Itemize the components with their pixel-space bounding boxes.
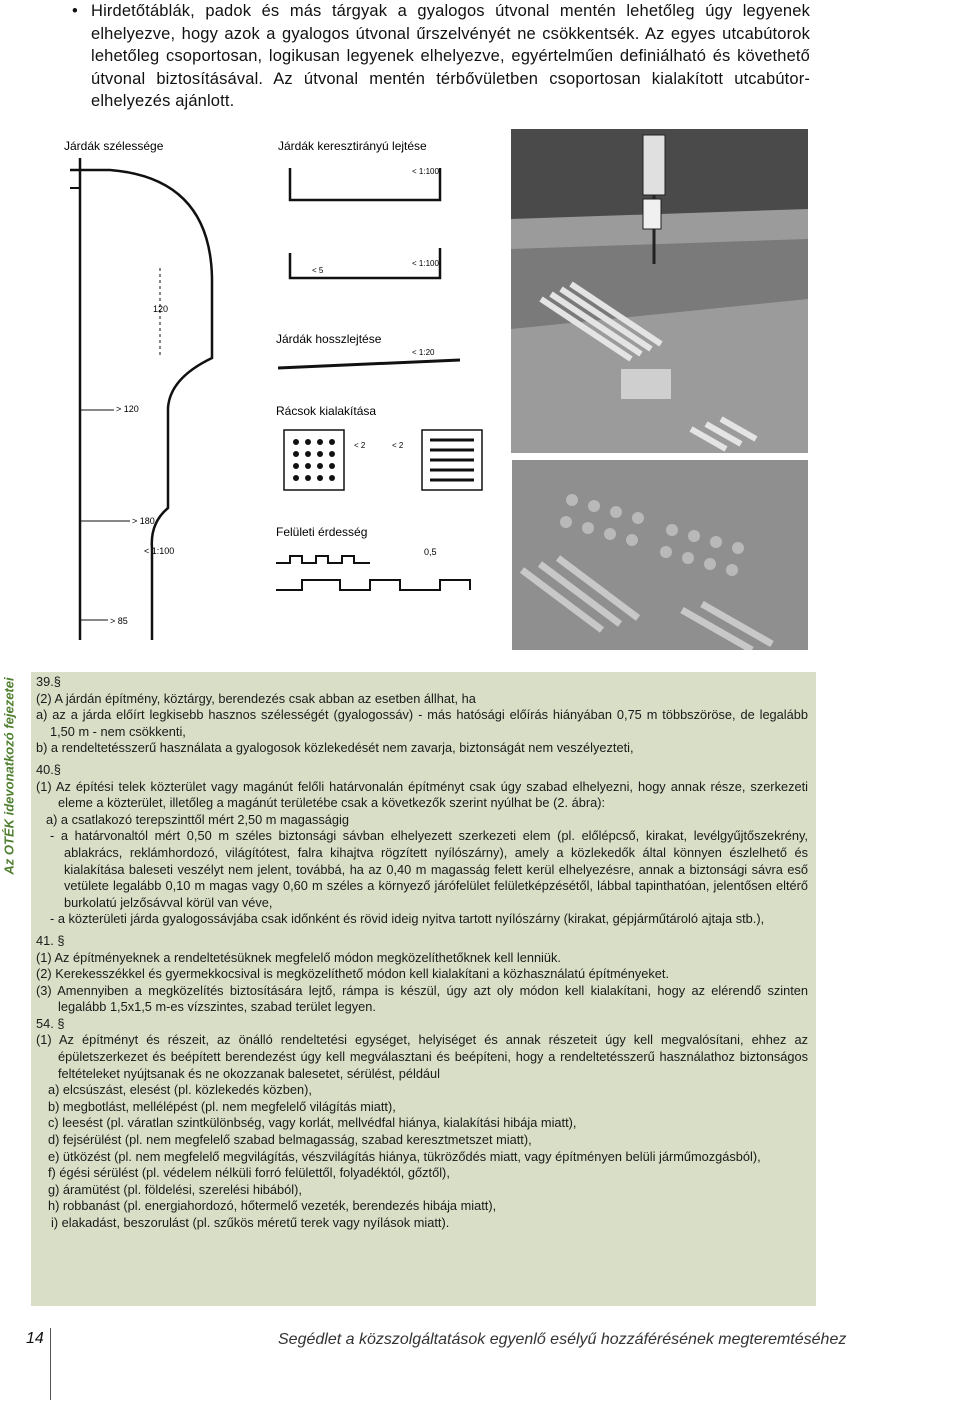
dim-gt-120: > 120 bbox=[116, 404, 139, 414]
long-slope: < 1:20 bbox=[412, 348, 435, 357]
section-41-paragraph-1: (1) Az építményeknek a rendeltetésüknek megfelelő módon megközelíthetőknek kell lenniük. bbox=[36, 949, 561, 965]
list-item: b) megbotlást, mellélépést (pl. nem megfelelő világítás miatt), bbox=[48, 1098, 396, 1114]
section-41-paragraph-2: (2) Kerekesszékkel és gyermekkocsival is megközelíthető módon kell kialakítani a közhasználatú építményeket. bbox=[36, 966, 670, 982]
side-chapter-label-text: Az OTÉK idevonatkozó fejezetei bbox=[1, 677, 17, 875]
surface-dim: 0,5 bbox=[424, 547, 437, 557]
side-chapter-label bbox=[0, 678, 21, 874]
footer-divider bbox=[50, 1328, 51, 1400]
section-54-paragraph-1: (1) Az építményt és részeit, az önálló rendeltetési egységet, helyiséget és annak részeteit úgy kell megvalósítani, ehhez az épületszerkezet és beépített berendezést úgy kell megválasztani és beépíteni, hogy a rendeltetésszerű használathoz biztonságos feltételeket nyújtsanak és ne okozzanak balesetet, sérülést, például bbox=[36, 1032, 808, 1081]
drawing-title-surface: Felületi érdesség bbox=[276, 525, 368, 539]
cross-slope-5: < 5 bbox=[312, 266, 324, 275]
drawing-title-width: Járdák szélessége bbox=[64, 139, 164, 153]
section-41-heading: 41. § bbox=[36, 932, 65, 948]
section-39-item-a: a) az a járda előírt legkisebb hasznos szélességét (gyalogossáv) - más hatósági előírás hiányában 0,75 m többszöröse, de legalább 1,50 m - nem csökkenti, bbox=[36, 707, 808, 739]
drawing-title-cross-slope: Járdák keresztirányú lejtése bbox=[278, 139, 427, 153]
drawing-title-grates: Rácsok kialakítása bbox=[276, 404, 377, 418]
list-item: d) fejsérülést (pl. nem megfelelő szabad belmagasság, szabad keresztmetszet miatt), bbox=[48, 1132, 532, 1148]
dim-gt-180: > 180 bbox=[132, 516, 155, 526]
section-40-heading: 40.§ bbox=[36, 761, 61, 777]
section-39-paragraph-2: (2) A járdán építmény, köztárgy, berendezés csak abban az esetben állhat, ha bbox=[36, 690, 476, 706]
intro-bullet: • Hirdetőtáblák, padok és más tárgyak a gyalogos útvonal mentén lehetőleg úgy legyenek elhelyezve, hogy azok a gyalogos útvonal űrszelvényét ne csökkentsék. Az egyes utcabútorok lehetőleg csoportosan, logikusan legyenek elhelyezve, egyértelműen definiálható és követhető útvonal biztosításával. Az útvonal mentén térbővületben csoportosan kialakított utcabútor-elhelyezés ajánlott. bbox=[72, 0, 810, 113]
footer-title: Segédlet a közszolgáltatások egyenlő esélyű hozzáférésének megteremtéséhez bbox=[278, 1331, 847, 1348]
page-number: 14 bbox=[26, 1330, 44, 1347]
grate-dim-b: < 2 bbox=[392, 441, 404, 450]
dim-lt-1-100: < 1:100 bbox=[144, 546, 175, 556]
section-54-heading: 54. § bbox=[36, 1015, 65, 1031]
section-40-dash-2: - a közterületi járda gyalogossávjába csak időnként és rövid ideig nyitva tartott nyílószárny (kirakat, gépjárműtároló ajtaja stb.), bbox=[50, 911, 765, 927]
list-item: i) elakadást, beszorulást (pl. szűkös méretű terek vagy nyílások miatt). bbox=[51, 1215, 450, 1230]
cross-slope-1: < 1:100 bbox=[412, 167, 439, 176]
list-item: g) áramütést (pl. földelési, szerelési hibából), bbox=[48, 1181, 302, 1197]
section-40-item-a: a) a csatlakozó terepszinttől mért 2,50 m magasságig bbox=[46, 811, 350, 827]
sidewalk-design-drawing bbox=[40, 128, 502, 640]
otek-legal-excerpt bbox=[31, 672, 816, 1306]
list-item: c) leesést (pl. váratlan szintkülönbség, vagy korlát, mellvédfal hiánya, kialakítási hibája miatt), bbox=[48, 1115, 577, 1131]
tactile-paving-closeup-photo bbox=[512, 460, 808, 650]
section-41-paragraph-3: (3) Amennyiben a megközelítés biztosítására lejtő, rámpa is készül, úgy azt oly módon kell kialakítani, hogy az elérendő szinten legalább 1,5x1,5 m-es vízszintes, szabad terület legyen. bbox=[36, 982, 808, 1015]
dim-120: 120 bbox=[153, 304, 169, 314]
section-39-item-b: b) a rendeltetésszerű használata a gyalogosok közlekedését nem zavarja, biztonságát nem veszélyezteti, bbox=[36, 740, 634, 756]
street-tactile-paving-photo bbox=[511, 129, 808, 453]
section-54-list bbox=[48, 1082, 808, 1231]
section-39-heading: 39.§ bbox=[36, 674, 61, 689]
intro-section bbox=[72, 0, 810, 113]
list-item: e) ütközést (pl. nem megfelelő megvilágítás, vészvilágítás hiánya, tükröződés miatt, vagy építményen belüli járműmozgásból), bbox=[48, 1148, 761, 1164]
section-40-paragraph-1: (1) Az építési telek közterület vagy magánút felőli határvonalán építményt csak úgy szabad elhelyezni, hogy annak része, szerkezeti eleme a közterület, illetőleg a magánút területébe csak a következők szerint nyúlhat be (2. ábra): bbox=[36, 778, 808, 811]
list-item: h) robbanást (pl. energiahordozó, hőtermelő vezeték, berendezés hibája miatt), bbox=[48, 1198, 497, 1214]
grate-dim-a: < 2 bbox=[354, 441, 366, 450]
list-item: f) égési sérülést (pl. védelem nélküli forró felülettől, folyadéktól, gőztől), bbox=[48, 1165, 450, 1181]
cross-slope-2: < 1:100 bbox=[412, 259, 439, 268]
drawing-title-long-slope: Járdák hosszlejtése bbox=[276, 332, 382, 346]
list-item: a) elcsúszást, elesést (pl. közlekedés közben), bbox=[48, 1082, 312, 1098]
dim-gt-85: > 85 bbox=[110, 616, 128, 626]
section-40-dash-1: - a határvonaltól mért 0,50 m széles biztonsági sávban elhelyezett szerkezeti elem (pl. előlépcső, kirakat, levélgyűjtőszekrény, ablakrács, reklámhordozó, világítótest, falra kihajtva rögzített nyílószárny), amely a közlekedők által könnyen észlelhető és kialakítása baleseti veszélyt nem jelent, továbbá, ha az 0,40 m magasság felett kerül elhelyezésre, annak a biztonsági sávra eső vetülete legalább 0,10 m magas vagy 0,60 m széles a környező járófelület felületképzésétől, lábbal tapinthatóan, jelentősen eltérő burkolatú jelzősávval körül van véve, bbox=[50, 828, 808, 910]
